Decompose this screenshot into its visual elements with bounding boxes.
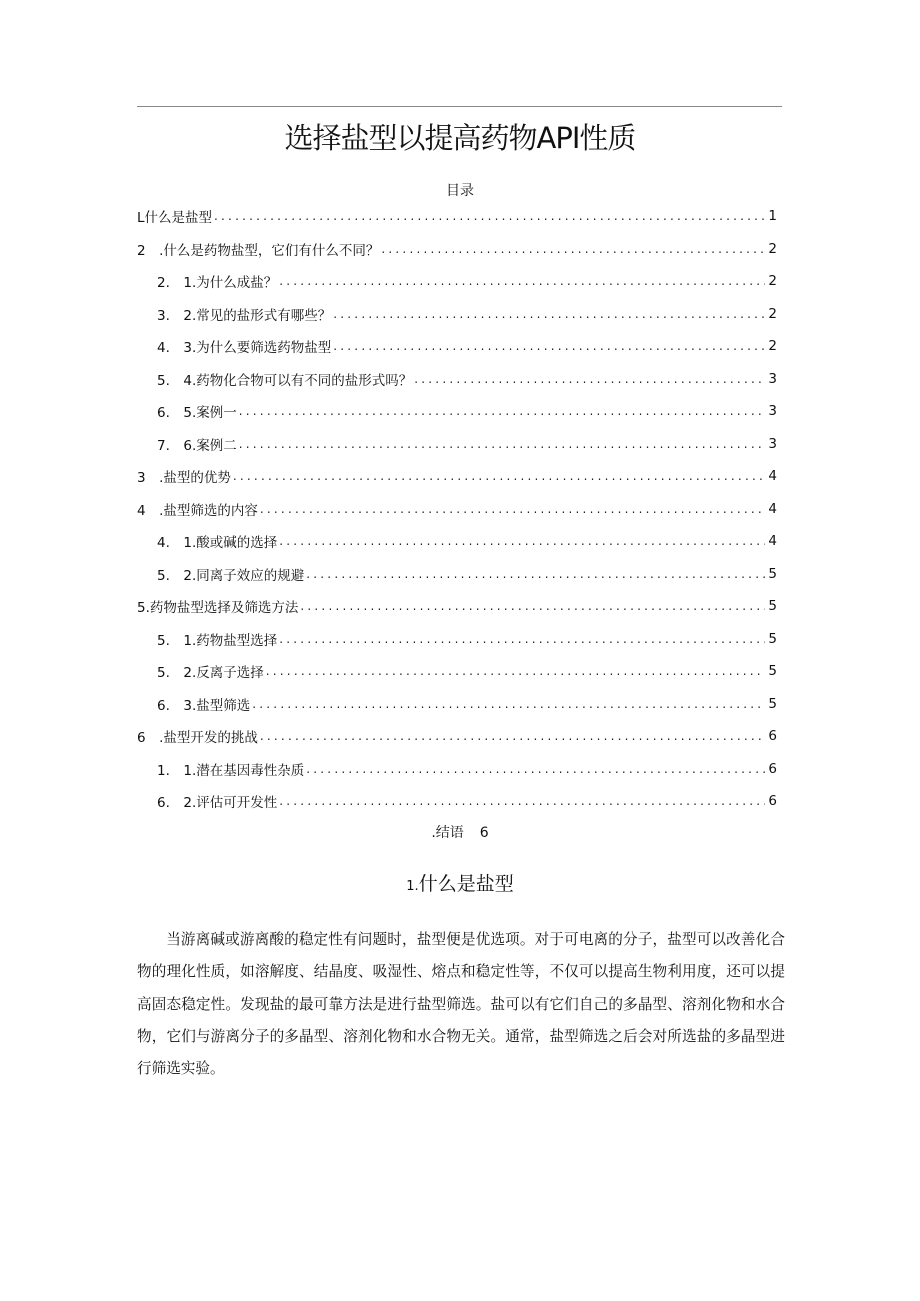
toc-entry[interactable]	[137, 590, 777, 623]
toc-entry-page: 4	[768, 500, 777, 517]
section-number: 1.	[406, 879, 419, 894]
toc-entry-page: 2	[768, 305, 777, 322]
toc-leader-dots	[333, 339, 765, 353]
toc-entry-page: 6	[768, 728, 777, 745]
toc-leader-dots	[306, 567, 765, 581]
body-paragraph: 当游离碱或游离酸的稳定性有问题时，盐型便是优选项。对于可电离的分子，盐型可以改善化合物的理化性质，如溶解度、结晶度、吸湿性、熔点和稳定性等，不仅可以提高生物利用度，还可以提高固态稳定性。发现盐的最可靠方法是进行盐型筛选。盐可以有它们自己的多晶型、溶剂化物和水合物，它们与游离分子的多晶型、溶剂化物和水合物无关。通常，盐型筛选之后会对所选盐的多晶型进行筛选实验。	[137, 931, 785, 1078]
toc-entry[interactable]	[137, 428, 777, 461]
toc-entry-label: 3 .盐型的优势	[137, 470, 231, 487]
toc-entry[interactable]	[137, 525, 777, 558]
toc-entry-page: 4	[768, 533, 777, 550]
toc-entry-page: 2	[768, 273, 777, 290]
toc-entry[interactable]	[137, 298, 777, 331]
toc-entry-conclusion[interactable]	[0, 822, 920, 842]
toc-entry-page: 2	[768, 240, 777, 257]
toc-entry[interactable]	[137, 363, 777, 396]
toc-entry[interactable]	[137, 720, 777, 753]
toc-leader-dots	[266, 664, 765, 678]
toc-entry-page: 5	[768, 565, 777, 582]
toc-entry[interactable]	[137, 233, 777, 266]
toc-entry[interactable]	[137, 623, 777, 656]
toc-entry-page: 5	[768, 598, 777, 615]
toc-leader-dots	[252, 697, 765, 711]
toc-entry[interactable]	[137, 655, 777, 688]
toc-leader-dots	[300, 599, 765, 613]
toc-leader-dots	[279, 534, 765, 548]
toc-entry[interactable]	[137, 558, 777, 591]
toc-entry-label: 1. 1.潜在基因毒性杂质	[157, 762, 305, 779]
toc-entry[interactable]	[137, 688, 777, 721]
toc-entry-page: 2	[768, 338, 777, 355]
toc-entry-label: 6 .盐型开发的挑战	[137, 730, 258, 747]
toc-leader-dots	[233, 469, 765, 483]
toc-entry[interactable]	[137, 753, 777, 786]
toc-leader-dots	[306, 762, 765, 776]
toc-heading: 目录	[446, 183, 474, 199]
toc-entry-label: 4. 3.为什么要筛选药物盐型	[157, 340, 332, 357]
table-of-contents	[137, 200, 777, 818]
toc-entry[interactable]	[137, 493, 777, 526]
toc-leader-dots	[279, 632, 765, 646]
toc-entry-label: L什么是盐型	[137, 210, 213, 227]
toc-leader-dots	[333, 307, 765, 321]
toc-entry-label: 6. 2.评估可开发性	[157, 795, 278, 812]
toc-entry-label: .结语	[431, 825, 464, 841]
toc-entry-label: 2 .什么是药物盐型，它们有什么不同？	[137, 242, 380, 259]
toc-entry[interactable]	[137, 460, 777, 493]
toc-leader-dots	[260, 502, 765, 516]
toc-entry-label: 4 .盐型筛选的内容	[137, 502, 258, 519]
toc-entry[interactable]	[137, 265, 777, 298]
toc-entry-page: 5	[768, 663, 777, 680]
toc-entry-label: 5. 1.药物盐型选择	[157, 632, 278, 649]
toc-entry-page: 6	[768, 760, 777, 777]
toc-entry-page: 3	[768, 435, 777, 452]
toc-entry-page: 1	[768, 208, 777, 225]
toc-leader-dots	[414, 372, 765, 386]
toc-entry-page: 4	[768, 468, 777, 485]
toc-entry-label: 3. 2.常见的盐形式有哪些？	[157, 307, 332, 324]
toc-leader-dots	[239, 404, 765, 418]
toc-entry-label: 5. 4.药物化合物可以有不同的盐形式吗？	[157, 372, 413, 389]
toc-leader-dots	[279, 274, 765, 288]
toc-entry-label: 7. 6.案例二	[157, 437, 237, 454]
toc-entry-label: 5.药物盐型选择及筛选方法	[137, 600, 299, 617]
section-heading	[0, 869, 920, 896]
toc-entry-page: 5	[768, 630, 777, 647]
toc-entry[interactable]	[137, 785, 777, 818]
toc-leader-dots	[381, 242, 765, 256]
document-title: 选择盐型以提高药物API性质	[284, 121, 636, 155]
toc-leader-dots	[239, 437, 765, 451]
toc-entry[interactable]	[137, 330, 777, 363]
section-title: 什么是盐型	[418, 873, 514, 895]
toc-entry-label: 5. 2.反离子选择	[157, 665, 264, 682]
toc-entry-page: 6	[768, 793, 777, 810]
toc-leader-dots	[214, 209, 765, 223]
toc-entry-label: 2. 1.为什么成盐？	[157, 275, 278, 292]
toc-entry-page: 3	[768, 403, 777, 420]
toc-leader-dots	[260, 729, 765, 743]
toc-leader-dots	[279, 794, 765, 808]
toc-entry-page: 6	[479, 825, 489, 841]
toc-entry-label: 6. 3.盐型筛选	[157, 697, 251, 714]
toc-entry-label: 6. 5.案例一	[157, 405, 237, 422]
toc-entry-page: 5	[768, 695, 777, 712]
toc-entry-label: 4. 1.酸或碱的选择	[157, 535, 278, 552]
toc-entry[interactable]	[137, 200, 777, 233]
header-rule	[137, 106, 782, 107]
toc-entry-page: 3	[768, 370, 777, 387]
toc-entry-label: 5. 2.同离子效应的规避	[157, 567, 305, 584]
toc-entry[interactable]	[137, 395, 777, 428]
